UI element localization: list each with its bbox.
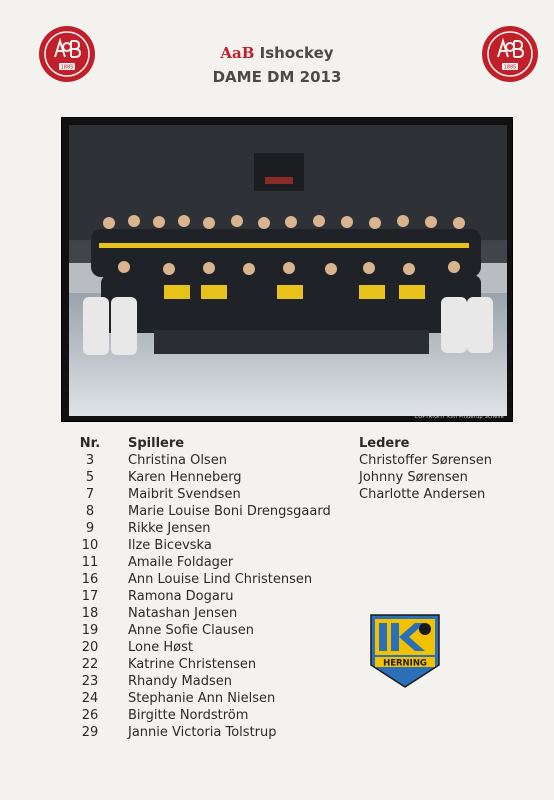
player-name: Natashan Jensen: [128, 606, 238, 621]
team-photo: [61, 117, 513, 422]
leader-name: Christoffer Sørensen: [359, 453, 493, 468]
player-name: Ramona Dogaru: [128, 589, 234, 604]
player-name: Karen Henneberg: [128, 470, 242, 485]
player-name: Maibrit Svendsen: [128, 487, 241, 502]
player-number: 20: [81, 640, 99, 655]
player-number: 29: [81, 725, 99, 740]
player-name: Ann Louise Lind Christensen: [128, 572, 313, 587]
leader-names: [359, 452, 492, 503]
players-header: Spillere: [128, 436, 185, 451]
player-name: Lone Høst: [128, 640, 193, 655]
player-number: 23: [81, 674, 99, 689]
player-number: 9: [85, 521, 95, 536]
player-number: 22: [81, 657, 99, 672]
player-name: Birgitte Nordström: [128, 708, 249, 723]
player-name: Rikke Jensen: [128, 521, 211, 536]
sponsor-text: HERNING: [383, 658, 427, 669]
crest-year: 1885: [60, 64, 74, 71]
player-number: 3: [85, 453, 95, 468]
crest-year: 1885: [503, 64, 517, 71]
player-name: Jannie Victoria Tolstrup: [128, 725, 277, 740]
player-number: 16: [81, 572, 99, 587]
player-number: 18: [81, 606, 99, 621]
title-text: Ishockey: [259, 44, 334, 62]
team-photo-image: [69, 125, 507, 416]
leader-name: Johnny Sørensen: [359, 470, 468, 485]
page-subtitle: DAME DM 2013: [212, 68, 342, 86]
leaders-header: Ledere: [359, 436, 410, 451]
player-number: 8: [85, 504, 95, 519]
photo-copyright: COPYRIGHT Kim Pinderup Schelle: [414, 414, 504, 420]
player-name: Stephanie Ann Nielsen: [128, 691, 276, 706]
player-number: 10: [81, 538, 99, 553]
player-number: 17: [81, 589, 99, 604]
player-number: 11: [81, 555, 99, 570]
nr-header: Nr.: [79, 436, 101, 451]
player-name: Amaile Foldager: [128, 555, 234, 570]
player-name: Ilze Bicevska: [128, 538, 212, 553]
player-name: Marie Louise Boni Drengsgaard: [128, 504, 331, 519]
player-number: 26: [81, 708, 99, 723]
page-header: [0, 44, 554, 86]
player-name: Katrine Christensen: [128, 657, 257, 672]
page-title: [0, 44, 554, 62]
leader-name: Charlotte Andersen: [359, 487, 486, 502]
player-number: 5: [85, 470, 95, 485]
player-name: Rhandy Madsen: [128, 674, 232, 689]
leaders-list: [359, 435, 492, 503]
player-name: Christina Olsen: [128, 453, 227, 468]
player-name: Anne Sofie Clausen: [128, 623, 254, 638]
ik-herning-logo-icon: [369, 613, 441, 689]
title-brand: AaB: [220, 44, 255, 62]
player-number: 7: [85, 487, 95, 502]
player-number: 24: [81, 691, 99, 706]
player-number: 19: [81, 623, 99, 638]
